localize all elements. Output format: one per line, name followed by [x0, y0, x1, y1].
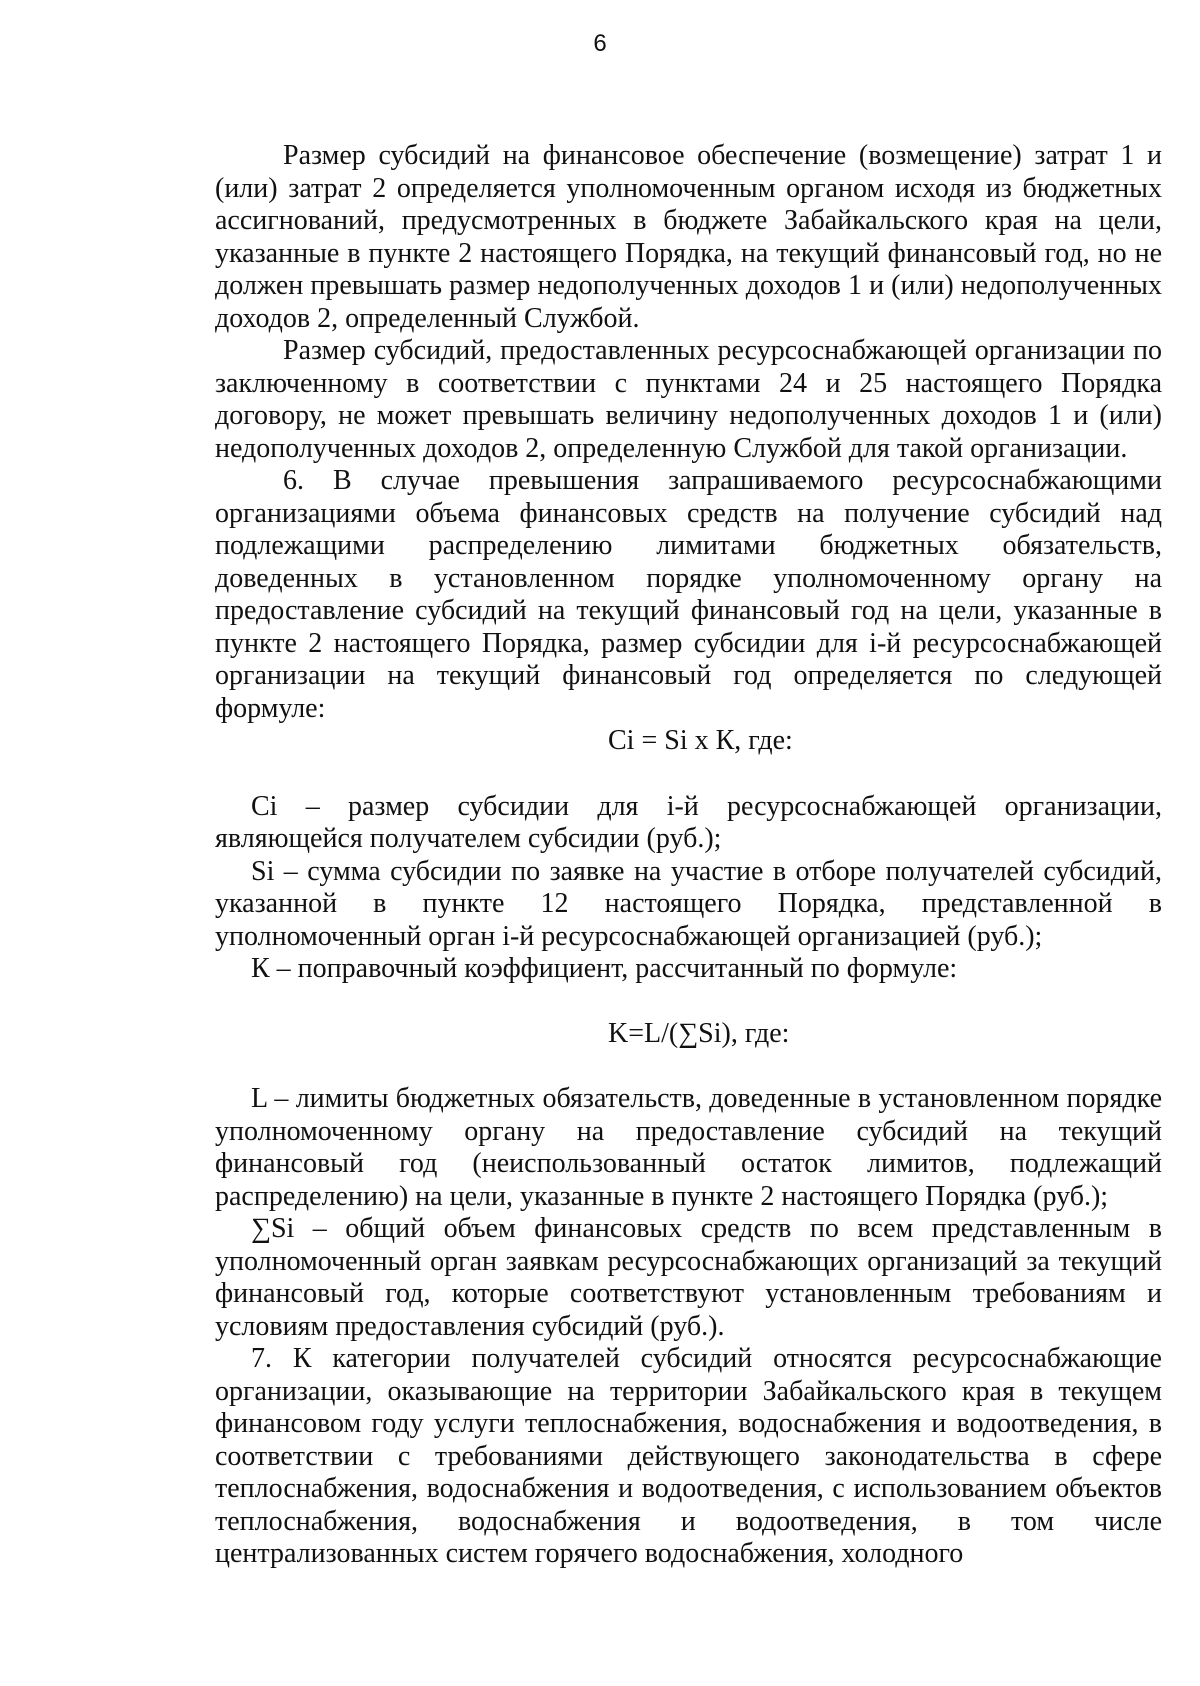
paragraph-clause-7: 7. К категории получателей субсидий относятся ресурсоснабжающие организации, оказывающие на территории Забайкальского края в текущем финансовом году услуги теплоснабжения, водоснабжения и водоотведения, в соответствии с требованиями действующего законодательства в сфере теплоснабжения, водоснабжения и водоотведения, с использованием объектов теплоснабжения, водоснабжения и водоотведения, в том числе централизованных систем горячего водоснабжения, холодного: [215, 1343, 1162, 1569]
definition-sum-si: ∑Si – общий объем финансовых средств по всем представленным в уполномоченный орган заявкам ресурсоснабжающих организаций за текущий финансовый год, которые соответствуют установленным требованиям и условиям предоставления субсидий (руб.).: [215, 1213, 1162, 1342]
paragraph-subsidy-contract-limit: Размер субсидий, предоставленных ресурсоснабжающей организации по заключенному в соответствии с пунктами 24 и 25 настоящего Порядка договору, не может превышать величину недополученных доходов 1 и (или) недополученных доходов 2, определенную Службой для такой организации.: [215, 335, 1162, 464]
definition-k: К – поправочный коэффициент, рассчитанный по формуле:: [251, 953, 958, 984]
definition-l: L – лимиты бюджетных обязательств, доведенные в установленном порядке уполномоченному органу на предоставление субсидий на текущий финансовый год (неиспользованный остаток лимитов, подлежащий распределению) на цели, указанные в пункте 2 настоящего Порядка (руб.);: [215, 1083, 1162, 1212]
definition-ci: Ci – размер субсидии для i-й ресурсоснабжающей организации, являющейся получателем субсидии (руб.);: [215, 790, 1162, 854]
formula-ci: Ci = Si x К, где:: [608, 725, 793, 756]
definition-si: Si – сумма субсидии по заявке на участие в отборе получателей субсидий, указанной в пункте 12 настоящего Порядка, представленной в уполномоченный орган i-й ресурсоснабжающей организацией (руб.);: [215, 855, 1162, 952]
document-body: [215, 140, 1162, 1571]
paragraph-clause-6: 6. В случае превышения запрашиваемого ресурсоснабжающими организациями объема финансовых средств на получение субсидий над подлежащими распределению лимитами бюджетных обязательств, доведенных в установленном порядке уполномоченному органу на предоставление субсидий на текущий финансовый год на цели, указанные в пункте 2 настоящего Порядка, размер субсидии для i-й ресурсоснабжающей организации на текущий финансовый год определяется по следующей формуле:: [215, 465, 1162, 724]
paragraph-subsidy-size: Размер субсидий на финансовое обеспечение (возмещение) затрат 1 и (или) затрат 2 определяется уполномоченным органом исходя из бюджетных ассигнований, предусмотренных в бюджете Забайкальского края на цели, указанные в пункте 2 настоящего Порядка, на текущий финансовый год, но не должен превышать размер недополученных доходов 1 и (или) недополученных доходов 2, определенный Службой.: [215, 140, 1162, 334]
formula-k: K=L/(∑Si), где:: [608, 1017, 790, 1049]
page-number: 6: [593, 30, 607, 57]
